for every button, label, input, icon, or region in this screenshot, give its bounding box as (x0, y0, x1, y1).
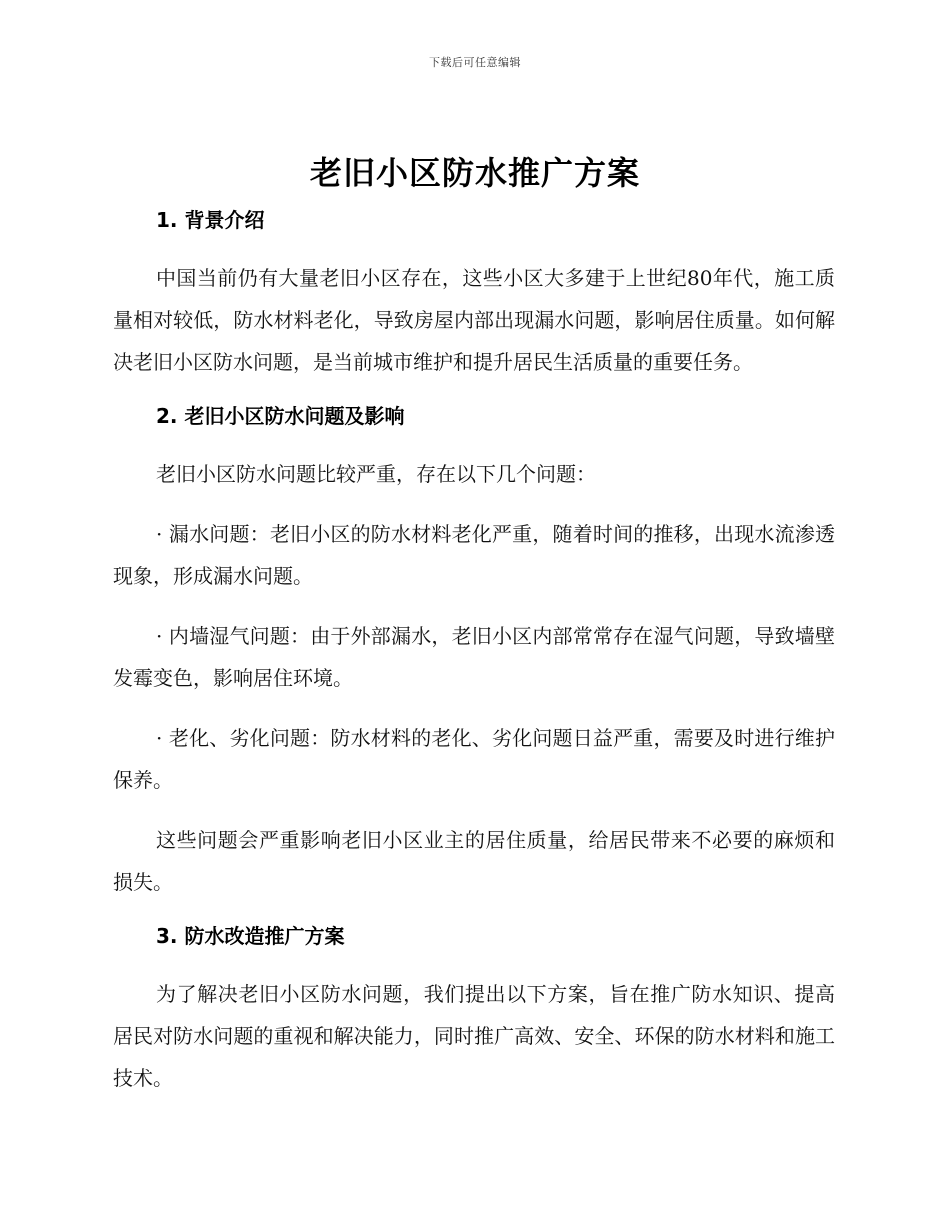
header-note: 下载后可任意编辑 (429, 56, 521, 69)
section-plan (113, 921, 835, 1099)
paragraph: 为了解决老旧小区防水问题，我们提出以下方案，旨在推广防水知识、提高居民对防水问题的重视和解决能力，同时推广高效、安全、环保的防水材料和施工技术。 (113, 982, 835, 1090)
section-heading: 1. 背景介绍 (156, 208, 265, 232)
section-problems (113, 401, 835, 903)
document-body (113, 205, 835, 1117)
bullet-item: · 老化、劣化问题：防水材料的老化、劣化问题日益严重，需要及时进行维护保养。 (113, 726, 835, 792)
paragraph: 这些问题会严重影响老旧小区业主的居住质量，给居民带来不必要的麻烦和损失。 (113, 828, 835, 894)
bullet-item: · 漏水问题：老旧小区的防水材料老化严重，随着时间的推移，出现水流渗透现象，形成漏水问题。 (113, 522, 835, 588)
paragraph: 老旧小区防水问题比较严重，存在以下几个问题： (156, 462, 596, 486)
section-background (113, 205, 835, 383)
section-heading: 3. 防水改造推广方案 (156, 924, 345, 948)
paragraph: 中国当前仍有大量老旧小区存在，这些小区大多建于上世纪80年代，施工质量相对较低，防水材料老化，导致房屋内部出现漏水问题，影响居住质量。如何解决老旧小区防水问题，是当前城市维护和提升居民生活质量的重要任务。 (113, 266, 835, 374)
bullet-item: · 内墙湿气问题：由于外部漏水，老旧小区内部常常存在湿气问题，导致墙壁发霉变色，影响居住环境。 (113, 624, 835, 690)
section-heading: 2. 老旧小区防水问题及影响 (156, 404, 405, 428)
page-title: 老旧小区防水推广方案 (309, 154, 640, 192)
